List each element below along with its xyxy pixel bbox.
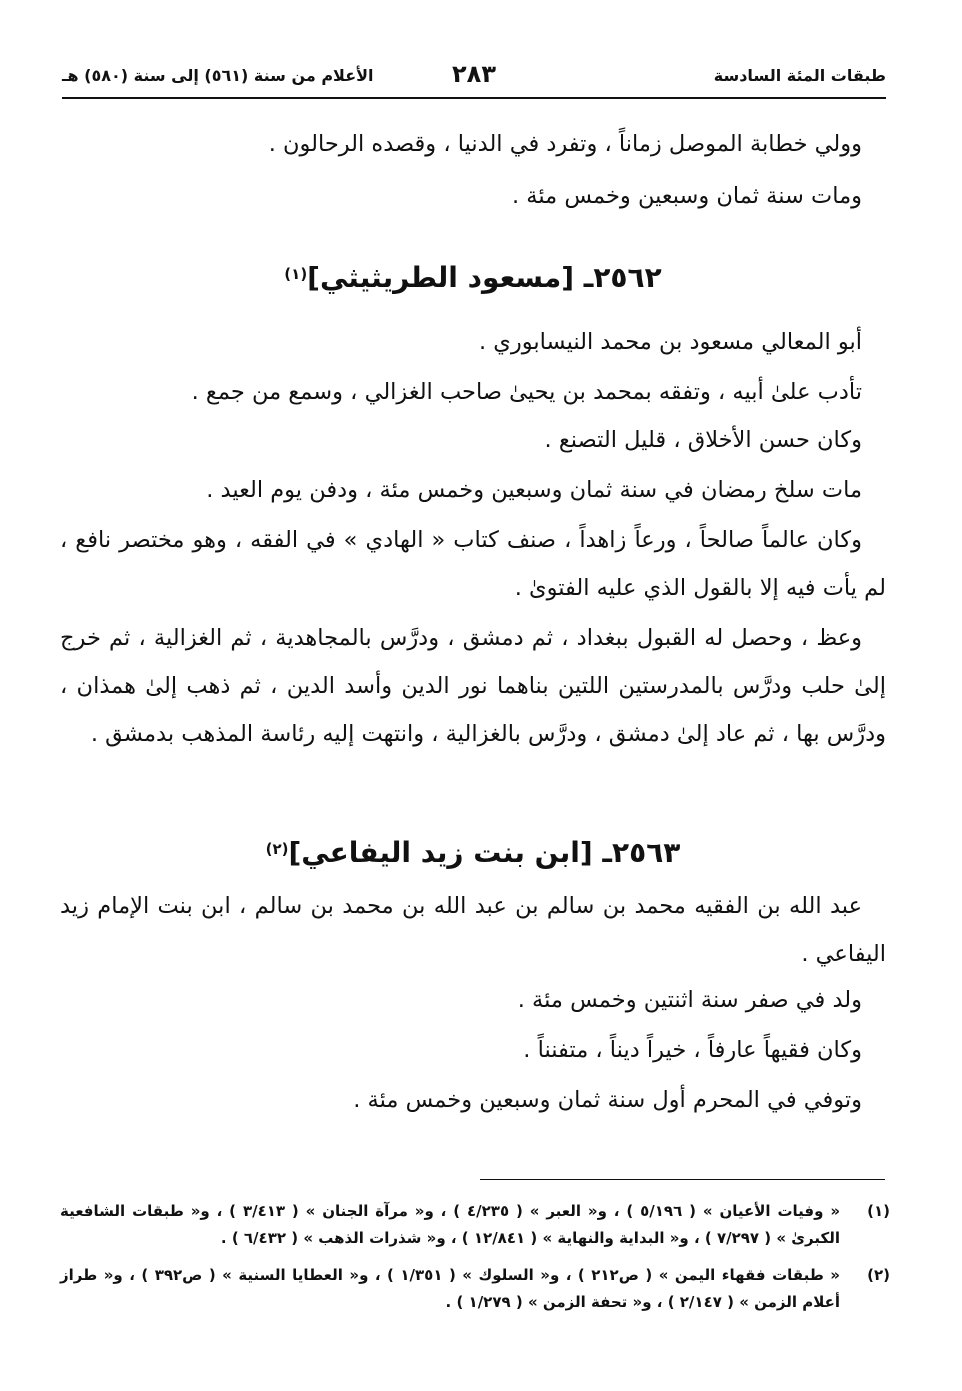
entry-2562-para-5: وكان عالماً صالحاً ، ورعاً زاهداً ، صنف كتاب « الهادي » في الفقه ، وهو مختصر نافع ، لم يأت فيه إلا بالقول الذي عليه الفتوىٰ .	[60, 527, 886, 601]
header-divider	[62, 97, 886, 99]
entry-2562-para-3: وكان حسن الأخلاق ، قليل التصنع .	[544, 427, 862, 453]
footnote-1-number: (١)	[867, 1202, 890, 1220]
page-number: ٢٨٣	[452, 60, 496, 88]
entry-2563-heading	[60, 833, 886, 873]
header-book-title: طبقات المئة السادسة	[713, 66, 886, 85]
footnote-2-number: (٢)	[867, 1266, 890, 1284]
entry-2563-para-2: ولد في صفر سنة اثنتين وخمس مئة .	[517, 987, 862, 1013]
entry-2563-note-ref: (٢)	[265, 840, 289, 858]
entry-2562-para-2: تأدب علىٰ أبيه ، وتفقه بمحمد بن يحيىٰ صاحب الغزالي ، وسمع من جمع .	[191, 379, 862, 405]
entry-2562-note-ref: (١)	[284, 265, 308, 283]
header-year-range: الأعلام من سنة (٥٦١) إلى سنة (٥٨٠) هـ	[62, 66, 374, 85]
intro-line-1: وولي خطابة الموصل زماناً ، وتفرد في الدنيا ، وقصده الرحالون .	[268, 131, 862, 157]
footnote-2	[60, 1262, 890, 1316]
entry-2563-para-3: وكان فقيهاً عارفاً ، خيراً ديناً ، متفنناً .	[523, 1037, 862, 1063]
footnote-1	[60, 1198, 890, 1252]
entry-2562-para-1: أبو المعالي مسعود بن محمد النيسابوري .	[478, 329, 862, 355]
running-header	[62, 62, 886, 96]
entry-2563-para-4: وتوفي في المحرم أول سنة ثمان وسبعين وخمس مئة .	[353, 1087, 862, 1113]
footnote-1-text: « وفيات الأعيان » ( ٥/١٩٦ ) ، و« العبر » ( ٤/٢٣٥ ) ، و« مرآة الجنان » ( ٣/٤١٣ ) ، و« طبقات الشافعية الكبرىٰ » ( ٧/٢٩٧ ) ، و« البداية والنهاية » ( ١٢/٨٤١ ) ، و« شذرات الذهب » ( ٦/٤٣٢ ) .	[60, 1202, 841, 1247]
entry-2563-para-1: عبد الله بن الفقيه محمد بن سالم بن عبد الله بن محمد بن سالم ، ابن بنت الإمام زيد اليفاعي .	[60, 893, 886, 967]
entry-2562-heading	[60, 258, 886, 298]
intro-line-2: ومات سنة ثمان وسبعين وخمس مئة .	[511, 183, 862, 209]
entry-2562-title: ٢٥٦٢ـ [مسعود الطريثيثي]	[307, 261, 662, 294]
footnote-divider	[480, 1179, 885, 1180]
entry-2563-title: ٢٥٦٣ـ [ابن بنت زيد اليفاعي]	[288, 836, 681, 869]
entry-2562-para-6: وعظ ، وحصل له القبول ببغداد ، ثم دمشق ، ودرَّس بالمجاهدية ، ثم الغزالية ، ثم خرج إلىٰ حلب ودرَّس بالمدرستين اللتين بناهما نور الدين وأسد الدين ، ثم ذهب إلىٰ همذان ، ودرَّس بها ، ثم عاد إلىٰ دمشق ، ودرَّس بالغزالية ، وانتهت إليه رئاسة المذهب بدمشق .	[60, 625, 886, 747]
footnote-2-text: « طبقات فقهاء اليمن » ( ص٢١٢ ) ، و« السلوك » ( ١/٣٥١ ) ، و« العطايا السنية » ( ص٣٩٢ ) ، و« طراز أعلام الزمن » ( ٢/١٤٧ ) ، و« تحفة الزمن » ( ١/٢٧٩ ) .	[60, 1266, 840, 1311]
entry-2562-para-4: مات سلخ رمضان في سنة ثمان وسبعين وخمس مئة ، ودفن يوم العيد .	[206, 477, 862, 503]
